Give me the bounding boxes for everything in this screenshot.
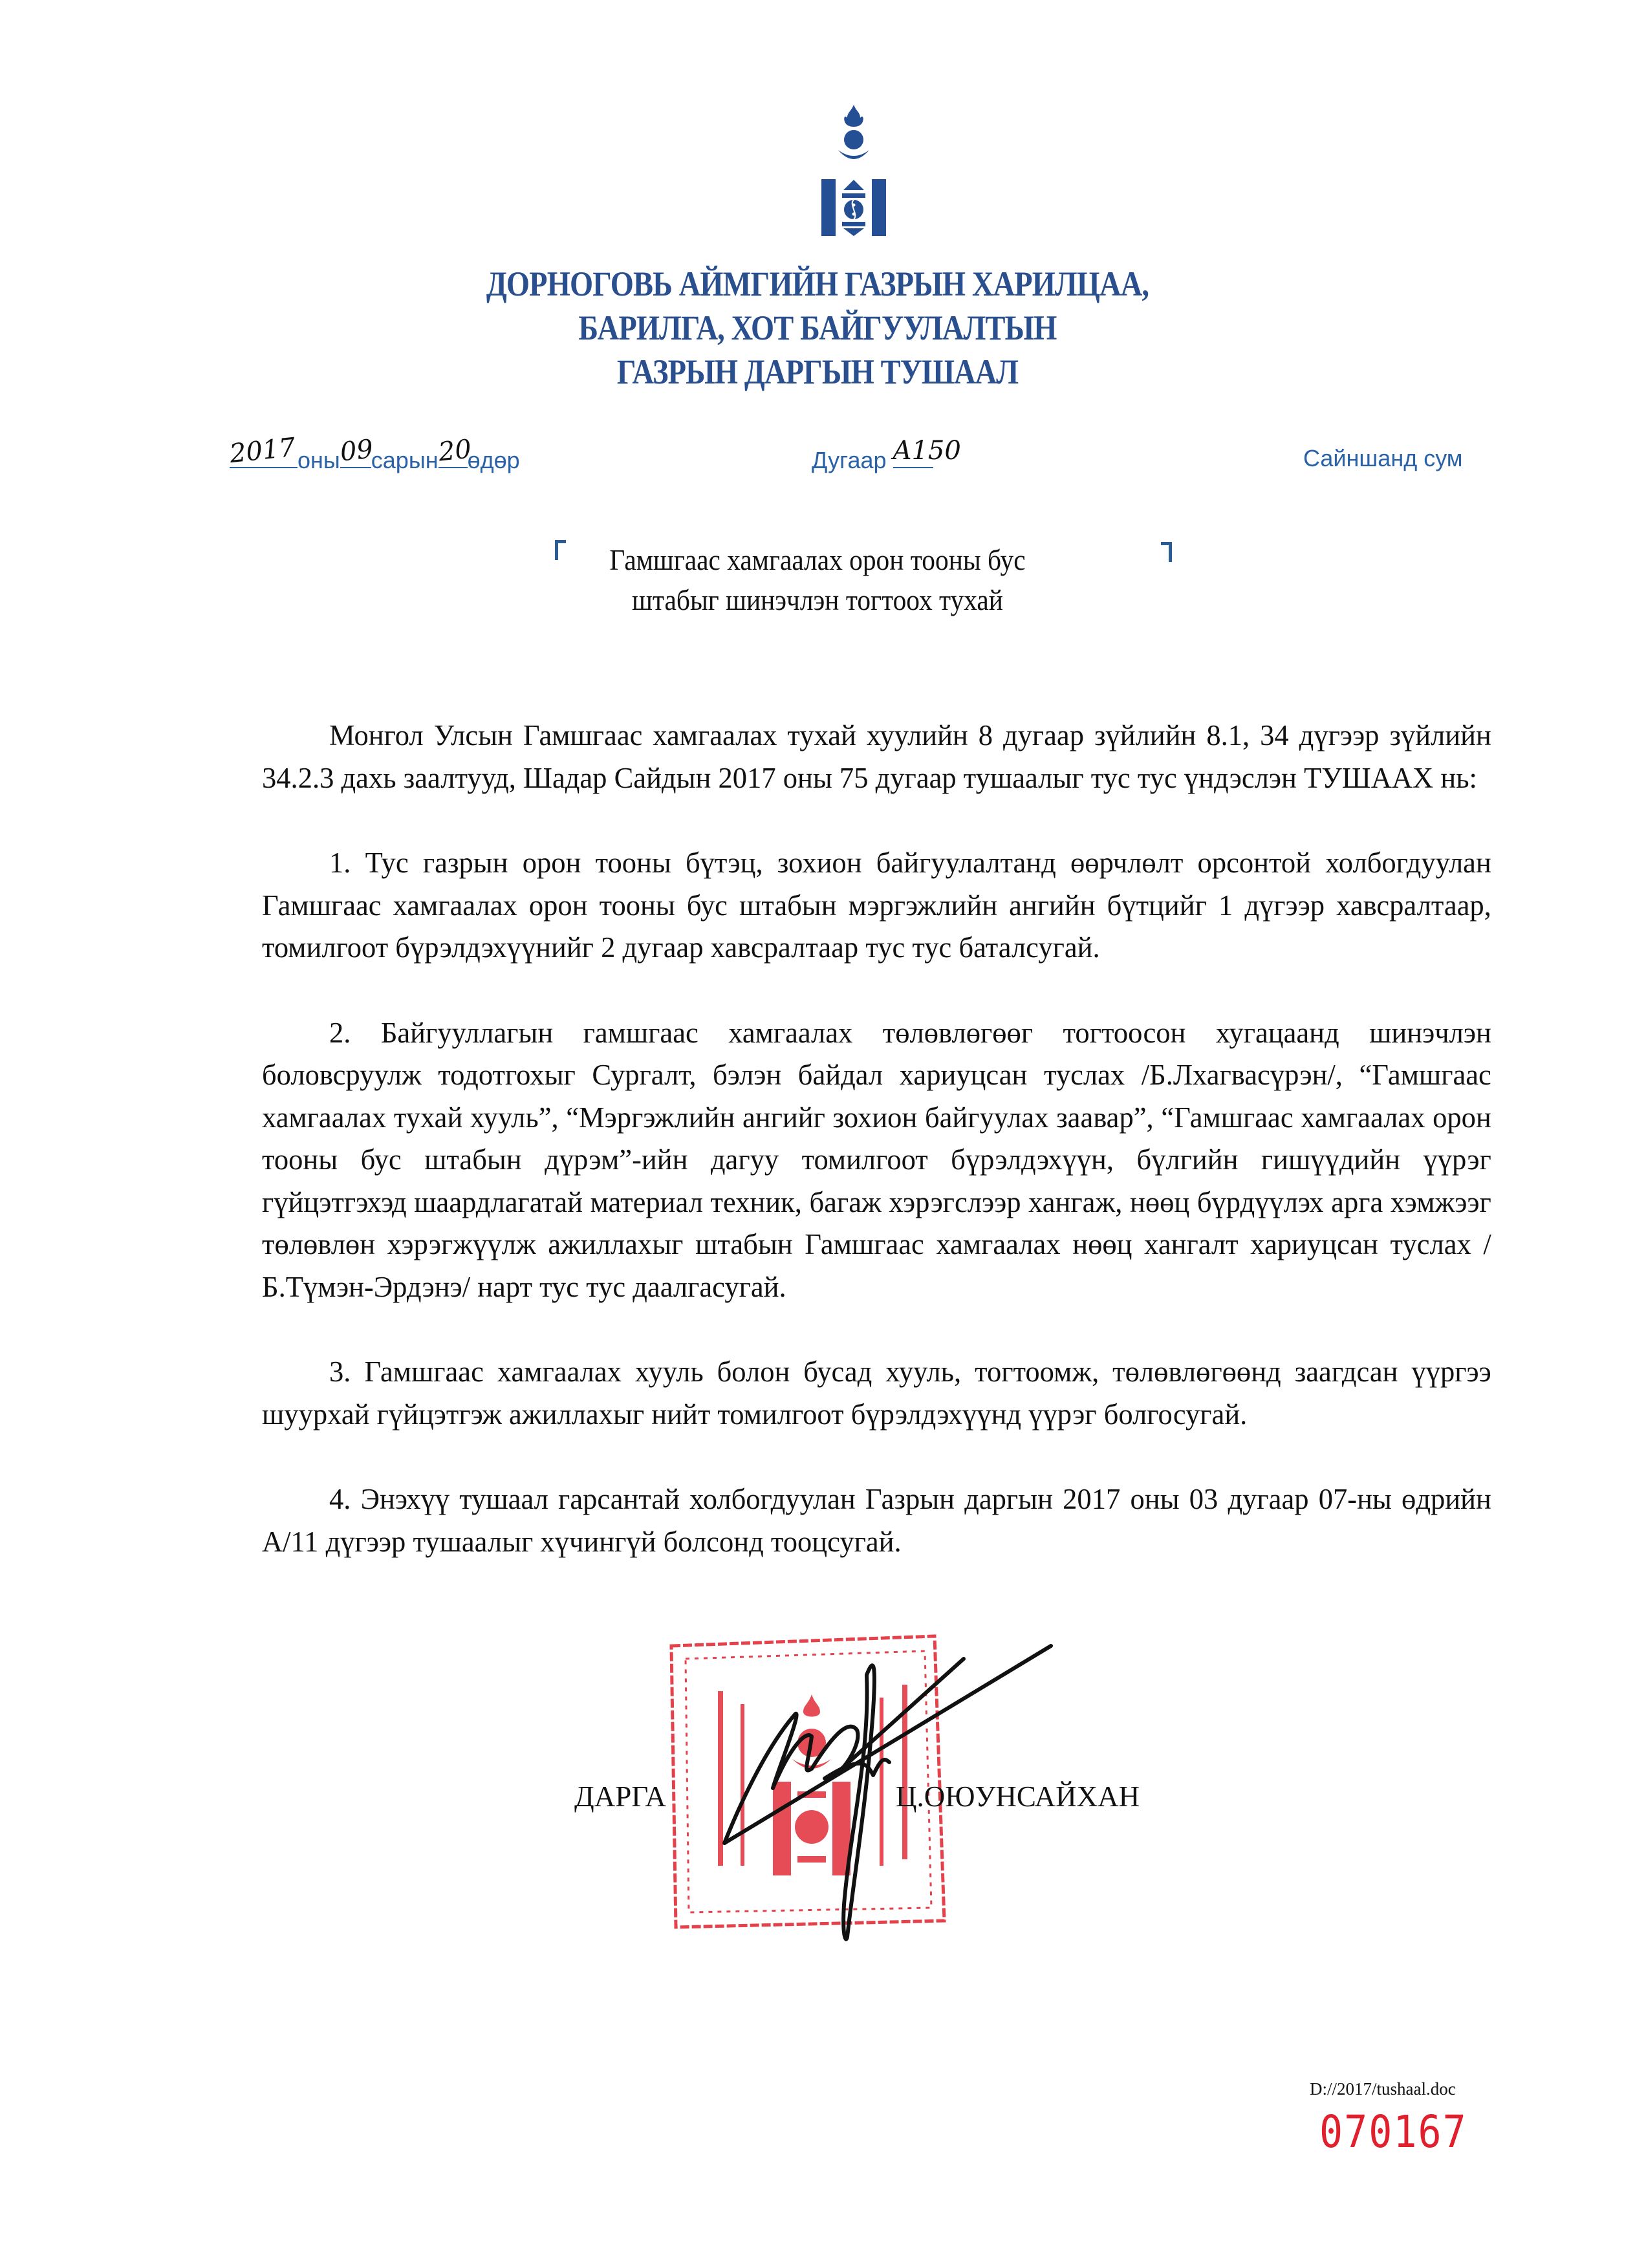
order-item-1: 1. Тус газрын орон тооны бүтэц, зохион байгуулалтанд өөрчлөлт орсонтой холбогдуулан Гамшгаас хамгаалах орон тооны бус штабын мэргэжлийн ангийн бүтцийг 1 дүгээр хавсралтаар, томилгоот бүрэлдэхүүнийг 2 дугаар хавсралтаар тус тус баталсугай. [262, 847, 1491, 964]
order-date [228, 432, 520, 474]
signer-name: Ц.ОЮУНСАЙХАН [896, 1780, 1140, 1813]
org-title-line: ДОРНОГОВЬ АЙМГИЙН ГАЗРЫН ХАРИЛЦАА, [486, 265, 1149, 303]
subject-line: штабыг шинэчлэн тогтоох тухай [632, 583, 1003, 616]
day-blank [437, 434, 473, 468]
handwritten-day: 20 [437, 434, 473, 468]
handwritten-number: A150 [893, 436, 961, 466]
year-label: оны [298, 447, 340, 473]
order-item-2: 2. Байгууллагын гамшгаас хамгаалах төлөвлөгөөг тогтоосон хугацаанд шинэчлэн боловсруулж тодотгохыг Сургалт, бэлэн байдал хариуцсан туслах /Б.Лхагвасүрэн/, “Гамшгаас хамгаалах тухай хууль”, “Мэргэжлийн ангийг зохион байгуулах заавар”, “Гамшгаас хамгаалах орон тооны бус штабын дүрэм”-ийн дагуу томилгоот бүрэлдэхүүн, бүлгийн гишүүдийн үүрэг гүйцэтгэхэд шаардлагатай материал техник, багаж хэрэгслээр хангаж, нөөц бүрдүүлэх арга хэмжээг төлөвлөн хэрэгжүүлж ажиллахыг штабын Гамшгаас хамгаалах нөөц хангалт хариуцсан туслах /Б.Түмэн-Эрдэнэ/ нарт тус тус даалгасугай. [262, 1016, 1491, 1303]
soyombo-emblem-icon [821, 103, 886, 236]
month-blank [338, 434, 374, 468]
file-path: D://2017/tushaal.doc [1310, 2079, 1456, 2099]
subject-line: Гамшгаас хамгаалах орон тооны бус [609, 543, 1026, 576]
year-blank [228, 432, 298, 470]
number-blank [893, 436, 961, 468]
handwritten-month: 09 [338, 434, 374, 468]
order-meta-row [0, 432, 1635, 484]
number-label: Дугаар [812, 447, 887, 473]
order-number [812, 436, 961, 474]
order-item-3: 3. Гамшгаас хамгаалах хууль болон бусад хууль, тогтоомж, төлөвлөгөөнд заагдсан үүргээ шуурхай гүйцэтгэж ажиллахыг нийт томилгоот бүрэлдэхүүнд үүрэг болгосугай. [262, 1355, 1491, 1431]
org-title-line: ГАЗРЫН ДАРГЫН ТУШААЛ [616, 352, 1019, 391]
organization-title [114, 262, 1521, 394]
order-body [262, 715, 1504, 1563]
month-label: сарын [371, 447, 439, 473]
order-item-4: 4. Энэхүү тушаал гарсантай холбогдуулан Газрын даргын 2017 оны 03 дугаар 07-ны өдрийн А/11 дүгээр тушаалыг хүчингүй болсонд тооцсугай. [262, 1483, 1491, 1558]
org-title-line: БАРИЛГА, ХОТ БАЙГУУЛАЛТЫН [578, 308, 1057, 347]
preamble-paragraph: Монгол Улсын Гамшгаас хамгаалах тухай хуулийн 8 дугаар зүйлийн 8.1, 34 дүгээр зүйлийн 34.2.3 дахь заалтууд, Шадар Сайдын 2017 оны 75 дугаар тушаалыг тус тус үндэслэн ТУШААХ нь: [262, 719, 1491, 794]
handwritten-year: 2017 [228, 432, 297, 470]
signer-title: ДАРГА [574, 1780, 666, 1813]
day-label: өдөр [467, 447, 520, 473]
serial-number-stamp: 070167 [1319, 2106, 1467, 2159]
order-subject [81, 540, 1553, 620]
order-location: Сайншанд сум [1303, 445, 1463, 471]
